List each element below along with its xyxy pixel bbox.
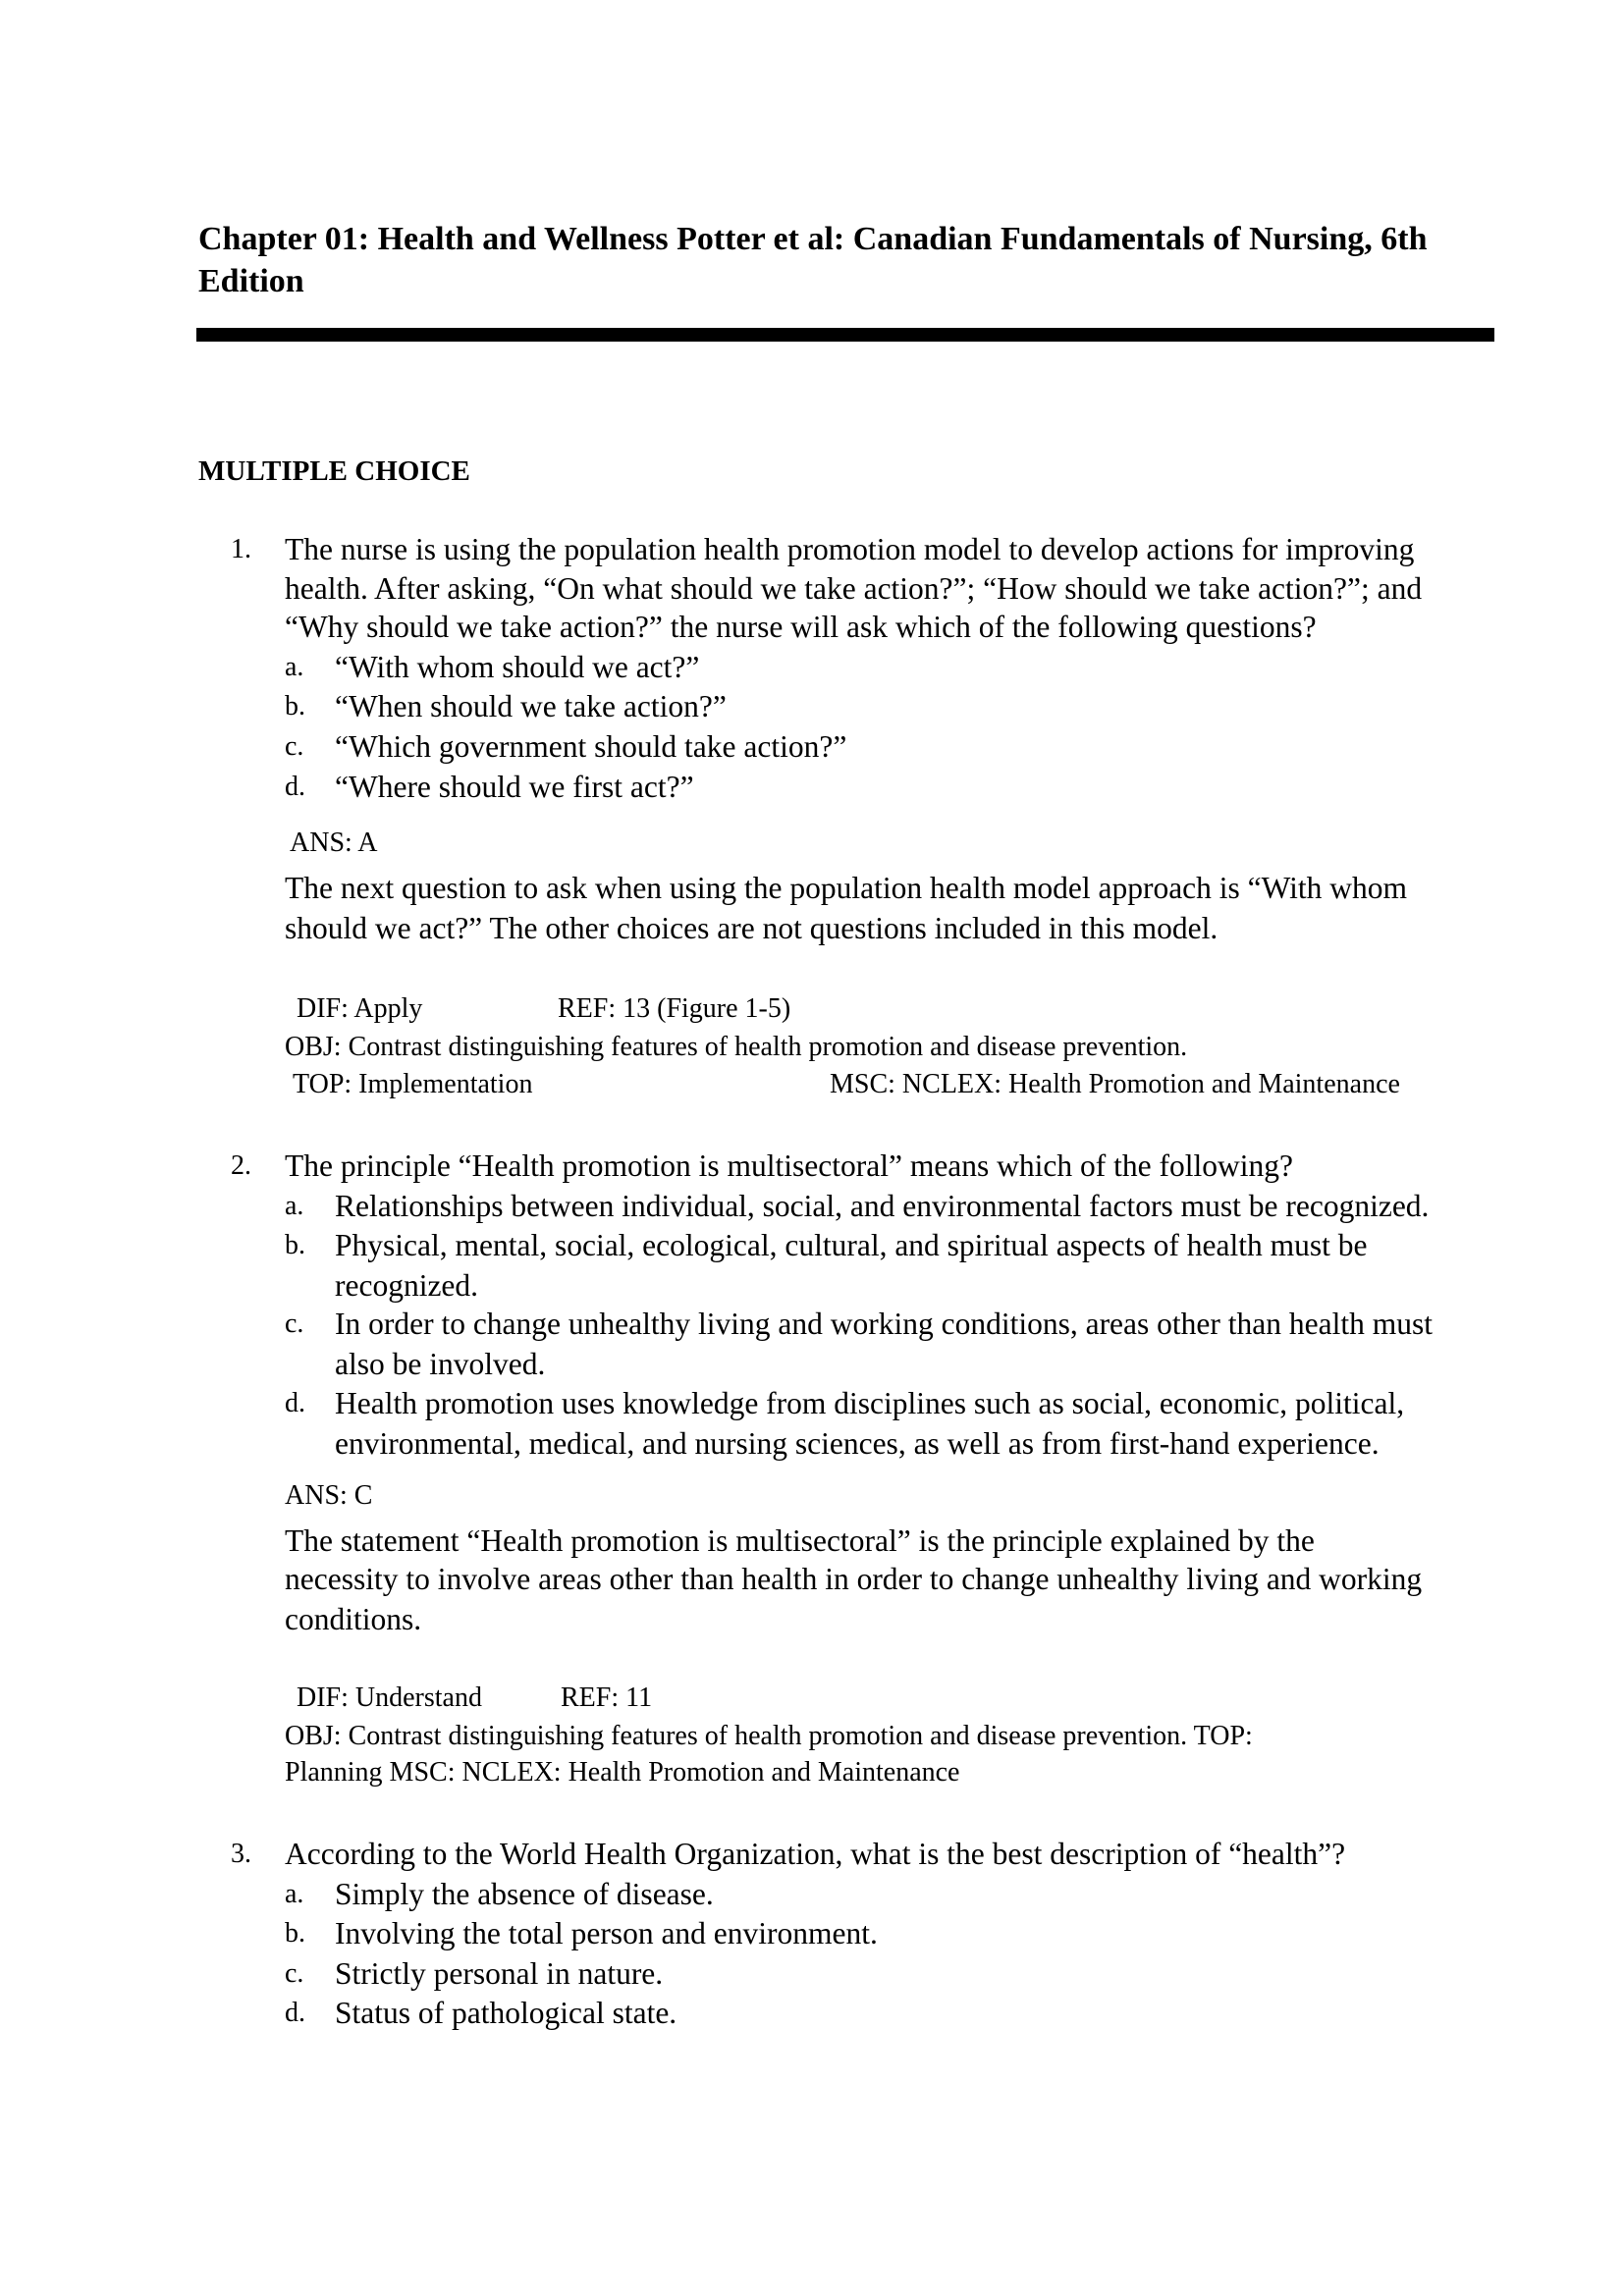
question-stem: health. After asking, “On what should we take action?”; “How should we take action?”; and	[285, 571, 1423, 606]
rationale: necessity to involve areas other than health in order to change unhealthy living and working	[285, 1562, 1423, 1596]
chapter-title-continued: Edition	[198, 263, 304, 299]
option-letter: d.	[285, 772, 305, 802]
option-letter: c.	[285, 1308, 304, 1339]
rationale: The next question to ask when using the population health model approach is “With whom	[285, 871, 1407, 905]
question-number: 2.	[231, 1150, 251, 1181]
objective-topic: OBJ: Contrast distinguishing features of health promotion and disease prevention. TOP:	[285, 1721, 1253, 1751]
option-text: Physical, mental, social, ecological, cultural, and spiritual aspects of health must be	[335, 1228, 1368, 1262]
option-text: Status of pathological state.	[335, 1996, 677, 2030]
option-text: recognized.	[335, 1268, 479, 1303]
topic-msc: Planning MSC: NCLEX: Health Promotion and Maintenance	[285, 1757, 960, 1788]
question-stem: The principle “Health promotion is multisectoral” means which of the following?	[285, 1148, 1293, 1183]
question-stem: The nurse is using the population health promotion model to develop actions for improving	[285, 532, 1415, 566]
option-letter: c.	[285, 731, 304, 762]
rationale: should we act?” The other choices are not questions included in this model.	[285, 911, 1218, 945]
msc: MSC: NCLEX: Health Promotion and Maintenance	[830, 1069, 1400, 1099]
option-text: Simply the absence of disease.	[335, 1877, 714, 1911]
option-letter: b.	[285, 1230, 305, 1260]
reference: REF: 11	[561, 1682, 653, 1713]
option-letter: a.	[285, 1879, 304, 1909]
question-number: 3.	[231, 1839, 251, 1869]
question-stem: “Why should we take action?” the nurse will ask which of the following questions?	[285, 610, 1317, 644]
difficulty: DIF: Understand	[297, 1682, 482, 1713]
option-text: Involving the total person and environment.	[335, 1916, 878, 1950]
objective: OBJ: Contrast distinguishing features of health promotion and disease prevention.	[285, 1032, 1188, 1062]
answer: ANS: C	[285, 1480, 373, 1511]
option-text: “Which government should take action?”	[335, 729, 847, 764]
topic: TOP: Implementation	[293, 1069, 533, 1099]
title-divider	[196, 328, 1494, 342]
option-text: also be involved.	[335, 1347, 546, 1381]
rationale: The statement “Health promotion is multisectoral” is the principle explained by the	[285, 1523, 1315, 1558]
option-letter: d.	[285, 1998, 305, 2028]
option-letter: c.	[285, 1958, 304, 1989]
option-text: In order to change unhealthy living and working conditions, areas other than health must	[335, 1307, 1433, 1341]
reference: REF: 13 (Figure 1-5)	[558, 993, 791, 1024]
option-letter: d.	[285, 1388, 305, 1418]
option-text: “Where should we first act?”	[335, 770, 694, 804]
chapter-title: Chapter 01: Health and Wellness Potter et al: Canadian Fundamentals of Nursing, 6th	[198, 221, 1428, 257]
option-letter: a.	[285, 652, 304, 682]
question-stem: According to the World Health Organization, what is the best description of “health”?	[285, 1837, 1346, 1871]
option-text: “With whom should we act?”	[335, 650, 700, 684]
option-text: Relationships between individual, social, and environmental factors must be recognized.	[335, 1189, 1430, 1223]
option-letter: b.	[285, 1918, 305, 1949]
rationale: conditions.	[285, 1602, 422, 1636]
option-letter: a.	[285, 1191, 304, 1221]
option-letter: b.	[285, 691, 305, 721]
option-text: Health promotion uses knowledge from disciplines such as social, economic, political,	[335, 1386, 1405, 1420]
question-number: 1.	[231, 534, 251, 564]
section-heading: MULTIPLE CHOICE	[198, 455, 470, 487]
answer: ANS: A	[290, 828, 378, 858]
option-text: environmental, medical, and nursing sciences, as well as from first-hand experience.	[335, 1426, 1380, 1461]
option-text: “When should we take action?”	[335, 689, 727, 723]
option-text: Strictly personal in nature.	[335, 1956, 664, 1991]
difficulty: DIF: Apply	[297, 993, 423, 1024]
